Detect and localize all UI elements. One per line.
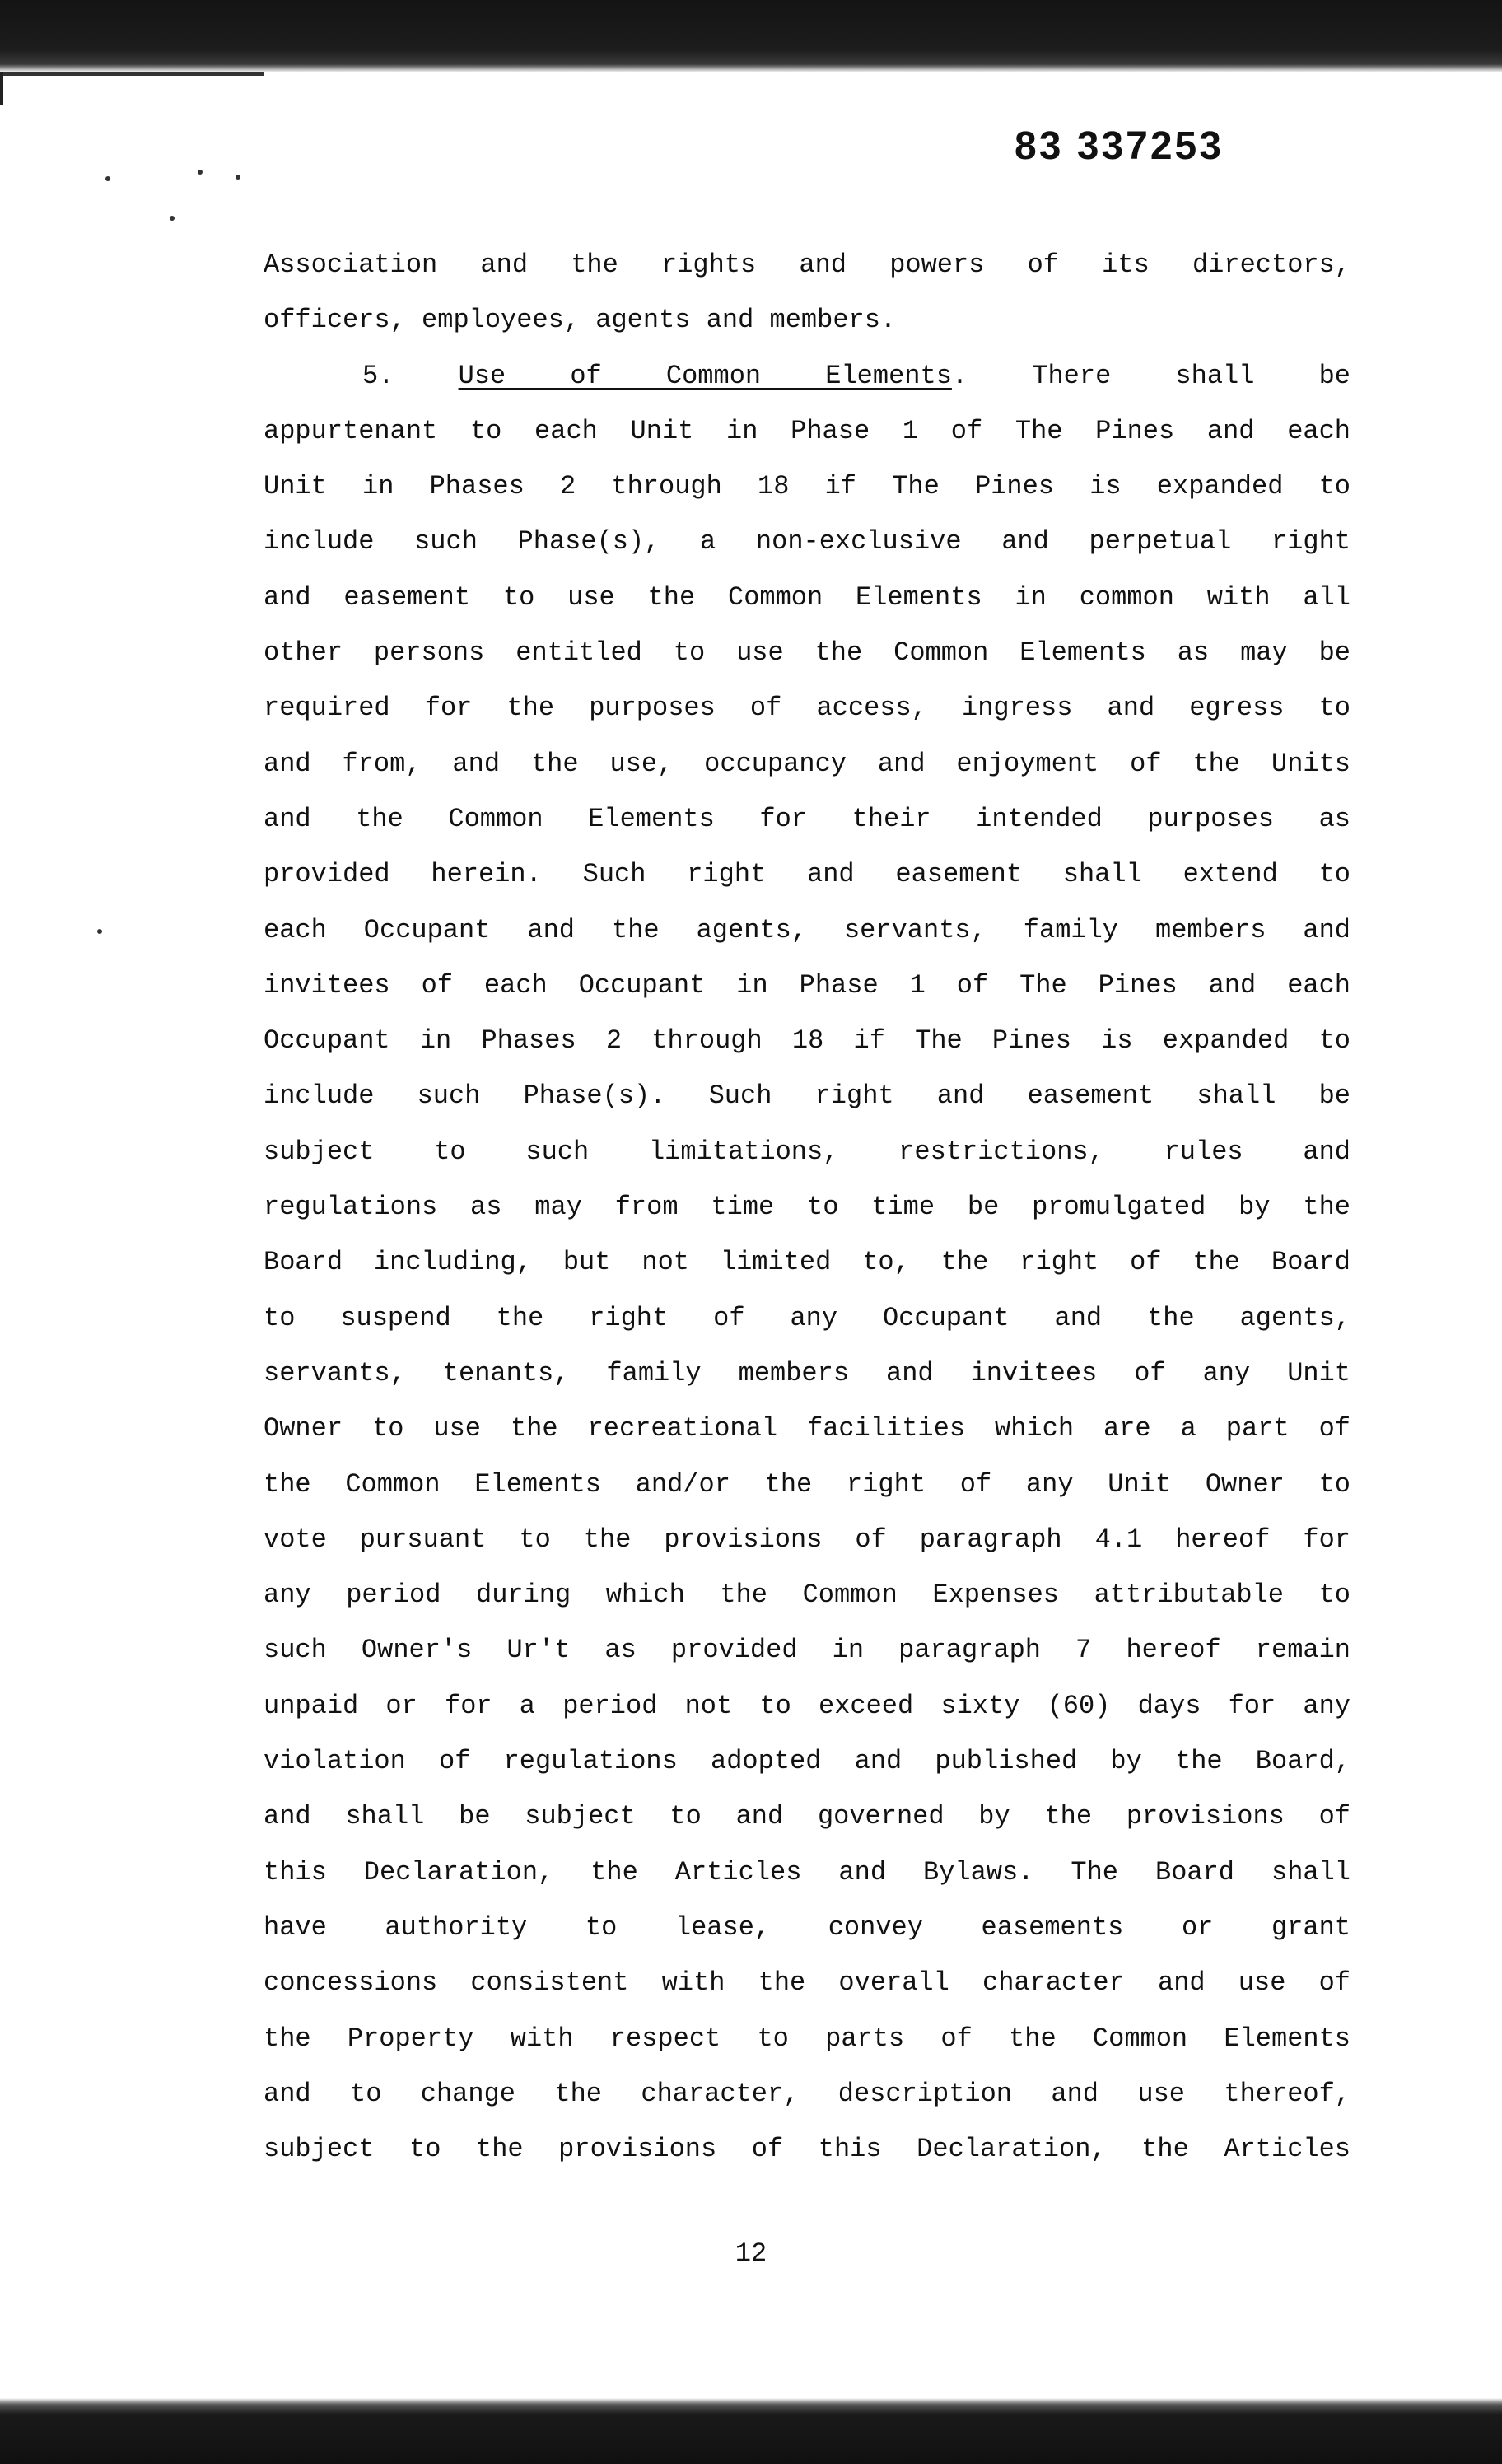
scan-border-top: [0, 0, 1502, 72]
text-line: Owner to use the recreational facilities which are a part of: [264, 1413, 1350, 1444]
text-line: appurtenant to each Unit in Phase 1 of The Pines and each: [264, 415, 1350, 446]
text-line: include such Phase(s), a non-exclusive and perpetual right: [264, 526, 1350, 558]
text-line: invitees of each Occupant in Phase 1 of The Pines and each: [264, 969, 1350, 1001]
text-line: unpaid or for a period not to exceed sixty (60) days for any: [264, 1690, 1350, 1721]
text-line: and easement to use the Common Elements in common with all: [264, 581, 1350, 613]
section-heading-continuation: There shall be: [1032, 360, 1350, 391]
text-line: vote pursuant to the provisions of paragraph 4.1 hereof for: [264, 1524, 1350, 1555]
text-line: required for the purposes of access, ingress and egress to: [264, 693, 1350, 724]
text-line: violation of regulations adopted and published by the Board,: [264, 1746, 1350, 1777]
text-line: such Owner's Ur't as provided in paragraph 7 hereof remain: [264, 1635, 1350, 1666]
text-line: Association and the rights and powers of its directors,: [264, 250, 1350, 280]
text-line: each Occupant and the agents, servants, family members and: [264, 914, 1350, 945]
text-line: have authority to lease, convey easements or grant: [264, 1911, 1350, 1943]
section-heading: Use of Common Elements: [458, 360, 952, 391]
scan-speck: [198, 170, 203, 175]
text-line: include such Phase(s). Such right and easement shall be: [264, 1080, 1350, 1112]
section-heading-period: .: [951, 360, 968, 391]
text-line: subject to such limitations, restrictions, rules and: [264, 1136, 1350, 1167]
text-line: and from, and the use, occupancy and enjoyment of the Units: [264, 748, 1350, 779]
scan-speck: [170, 216, 175, 221]
section-number: 5.: [362, 360, 394, 391]
text-line: concessions consistent with the overall character and use of: [264, 1967, 1350, 1999]
text-line: other persons entitled to use the Common Elements as may be: [264, 637, 1350, 669]
text-line: Unit in Phases 2 through 18 if The Pines is expanded to: [264, 471, 1350, 502]
scan-speck: [236, 175, 240, 180]
text-line: and the Common Elements for their intended purposes as: [264, 803, 1350, 834]
document-number: 83 337253: [1015, 124, 1224, 168]
text-line: subject to the provisions of this Declaration, the Articles: [264, 2134, 1350, 2165]
text-line: servants, tenants, family members and invitees of any Unit: [264, 1357, 1350, 1388]
text-line: Board including, but not limited to, the right of the Board: [264, 1247, 1350, 1278]
text-line: provided herein. Such right and easement shall extend to: [264, 859, 1350, 890]
text-line: regulations as may from time to time be promulgated by the: [264, 1192, 1350, 1223]
text-line: this Declaration, the Articles and Bylaws. The Board shall: [264, 1856, 1350, 1888]
page-number: 12: [735, 2238, 767, 2269]
text-line: and to change the character, description and use thereof,: [264, 2078, 1350, 2109]
scan-speck: [105, 176, 110, 181]
scan-artifact-line: [0, 72, 264, 76]
text-line: officers, employees, agents and members.: [264, 305, 897, 336]
section-5-heading-line: [264, 348, 1350, 404]
scan-border-bottom: [0, 2398, 1502, 2464]
scan-speck: [97, 929, 102, 934]
text-line: any period during which the Common Expenses attributable to: [264, 1580, 1350, 1611]
document-body: [264, 237, 1350, 2177]
text-line: the Common Elements and/or the right of any Unit Owner to: [264, 1468, 1350, 1500]
text-line: the Property with respect to parts of the Common Elements: [264, 2023, 1350, 2054]
text-line: to suspend the right of any Occupant and the agents,: [264, 1302, 1350, 1333]
scan-artifact-mark: [0, 72, 3, 105]
text-line: and shall be subject to and governed by the provisions of: [264, 1801, 1350, 1832]
text-line: Occupant in Phases 2 through 18 if The Pines is expanded to: [264, 1025, 1350, 1057]
